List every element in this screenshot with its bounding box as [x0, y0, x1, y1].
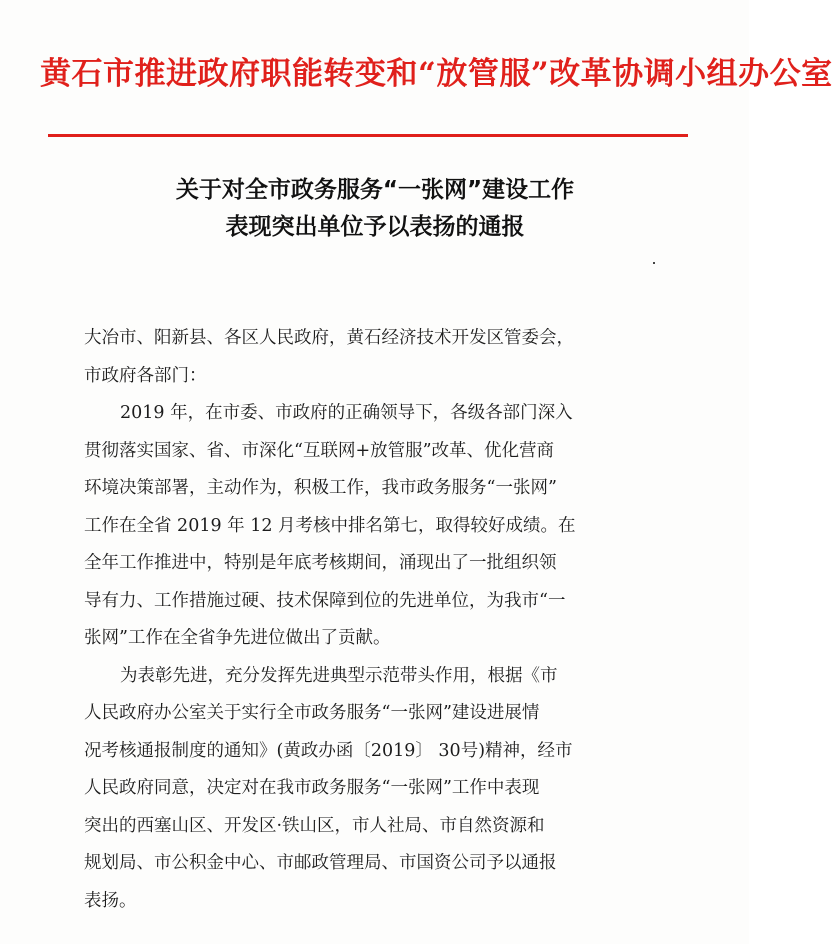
- paragraph-2-line-7: 表扬。: [84, 890, 137, 911]
- paragraph-1-line-1: 2019 年，在市委、市政府的正确领导下，各级各部门深入: [120, 403, 573, 423]
- document-title-line-1: 关于对全市政务服务“一张网”建设工作: [175, 177, 575, 203]
- paragraph-1-line-2: 贯彻落实国家、省、市深化“互联网+放管服”改革、优化营商: [84, 440, 555, 461]
- addressee-line-2: 市政府各部门：: [84, 365, 207, 386]
- paragraph-2-line-2: 人民政府办公室关于实行全市政务服务“一张网”建设进展情: [84, 703, 540, 723]
- paragraph-2-line-4: 人民政府同意，决定对在我市政务服务“一张网”工作中表现: [84, 778, 540, 798]
- paragraph-1-line-3: 环境决策部署，主动作为，积极工作，我市政务服务“一张网”: [84, 478, 557, 498]
- paragraph-1-line-4: 工作在全省 2019 年 12 月考核中排名第七，取得较好成绩。在: [84, 515, 576, 536]
- paragraph-2-line-5: 突出的西塞山区、开发区·铁山区，市人社局、市自然资源和: [84, 815, 545, 836]
- masthead-org-name: 黄石市推进政府职能转变和“放管服”改革协调小组办公室: [40, 56, 833, 92]
- document-title-line-2: 表现突出单位予以表扬的通报: [225, 214, 525, 240]
- document-title: [60, 172, 690, 246]
- paragraph-2-line-6: 规划局、市公积金中心、市邮政管理局、市国资公司予以通报: [84, 853, 557, 873]
- document-body: [84, 320, 669, 920]
- paragraph-1-line-6: 导有力、工作措施过硬、技术保障到位的先进单位，为我市“一: [84, 590, 566, 611]
- paragraph-2-line-3: 况考核通报制度的通知》(黄政办函〔2019〕 30号)精神，经市: [84, 740, 573, 761]
- paragraph-2-line-1: 为表彰先进，充分发挥先进典型示范带头作用，根据《市: [120, 665, 558, 686]
- addressee-line-1: 大冶市、阳新县、各区人民政府，黄石经济技术开发区管委会，: [84, 328, 574, 348]
- paragraph-1-line-5: 全年工作推进中，特别是年底考核期间，涌现出了一批组织领: [84, 553, 557, 573]
- scan-speck: [653, 262, 655, 264]
- masthead-red-rule: [48, 134, 688, 137]
- paragraph-1-line-7: 张网”工作在全省争先进位做出了贡献。: [84, 628, 391, 648]
